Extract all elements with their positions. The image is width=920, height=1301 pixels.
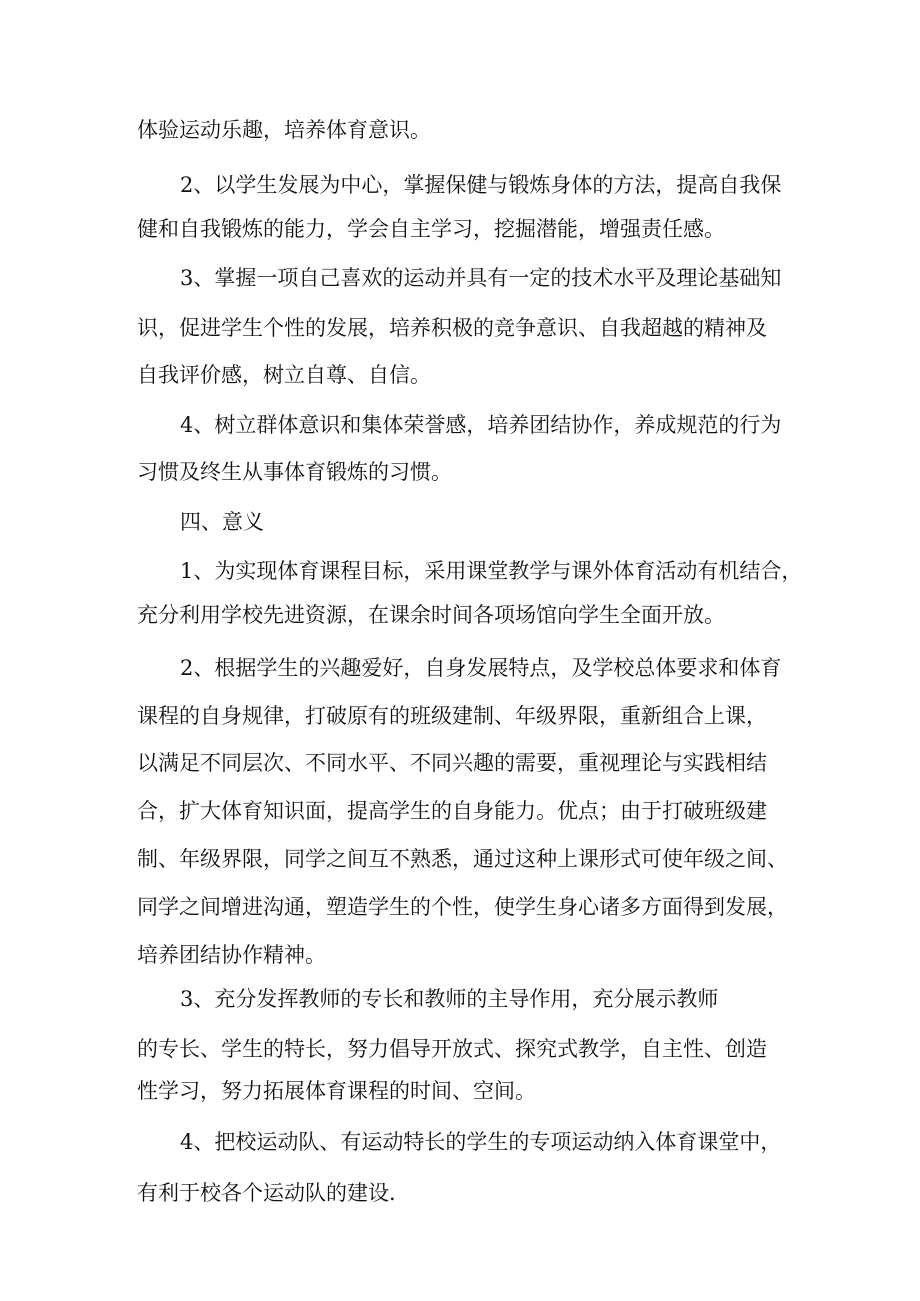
text-line: 4、树立群体意识和集体荣誉感，培养团结协作，养成规范的行为 <box>180 413 782 437</box>
text-line: 3、充分发挥教师的专长和教师的主导作用，充分展示教师 <box>180 987 719 1011</box>
text-line: 的专长、学生的特长，努力倡导开放式、探究式教学，自主性、创造 <box>137 1037 767 1061</box>
text-line: 制、年级界限，同学之间互不熟悉，通过这种上课形式可使年级之间、 <box>137 847 788 871</box>
text-line: 3、掌握一项自己喜欢的运动并具有一定的技术水平及理论基础知 <box>180 266 782 290</box>
text-line: 合，扩大体育知识面，提高学生的自身能力。优点；由于打破班级建 <box>137 799 767 823</box>
section-heading: 四、意义 <box>180 510 264 534</box>
text-line: 1、为实现体育课程目标，采用课堂教学与课外体育活动有机结合， <box>180 559 803 583</box>
text-line: 性学习，努力拓展体育课程的时间、空间。 <box>137 1079 536 1103</box>
text-line: 4、把校运动队、有运动特长的学生的专项运动纳入体育课堂中， <box>180 1130 782 1154</box>
text-line: 体验运动乐趣，培养体育意识。 <box>137 118 431 142</box>
text-line: 2、根据学生的兴趣爱好，自身发展特点，及学校总体要求和体育 <box>180 656 782 680</box>
text-line: 识，促进学生个性的发展，培养积极的竞争意识、自我超越的精神及 <box>137 316 767 340</box>
text-line: 课程的自身规律，打破原有的班级建制、年级界限，重新组合上课， <box>137 704 767 728</box>
text-line: 健和自我锻炼的能力，学会自主学习，挖掘潜能，增强责任感。 <box>137 217 725 241</box>
text-line: 习惯及终生从事体育锻炼的习惯。 <box>137 460 452 484</box>
text-line: 有利于校各个运动队的建设. <box>137 1181 396 1205</box>
text-line: 培养团结协作精神。 <box>137 943 326 967</box>
text-line: 2、以学生发展为中心，掌握保健与锻炼身体的方法，提高自我保 <box>180 173 782 197</box>
text-line: 自我评价感，树立自尊、自信。 <box>137 363 431 387</box>
text-line: 充分利用学校先进资源，在课余时间各项场馆向学生全面开放。 <box>137 603 725 627</box>
text-line: 以满足不同层次、不同水平、不同兴趣的需要，重视理论与实践相结 <box>137 751 767 775</box>
text-line: 同学之间增进沟通，塑造学生的个性，使学生身心诸多方面得到发展， <box>137 895 788 919</box>
